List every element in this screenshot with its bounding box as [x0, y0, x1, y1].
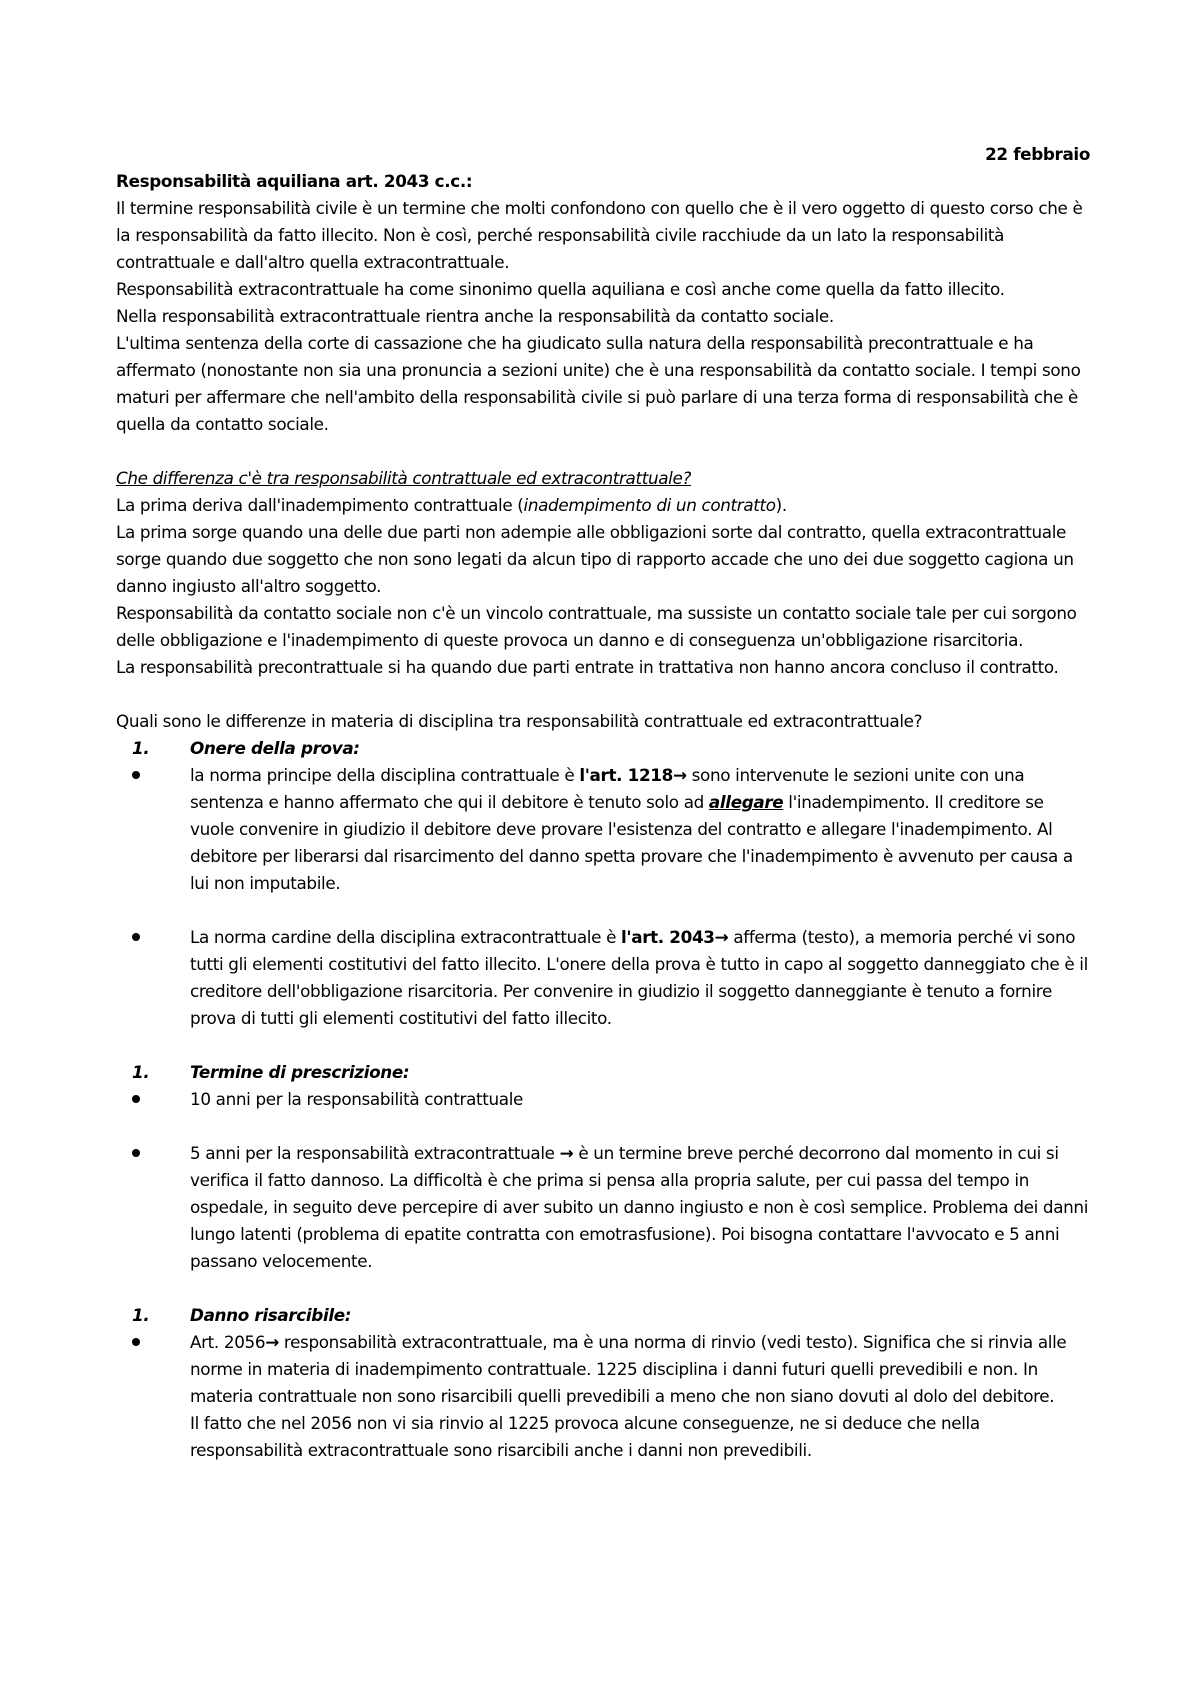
bullet-icon	[132, 1095, 140, 1103]
emphasis-text: allegare	[708, 792, 784, 812]
list-heading-text: Danno risarcibile:	[190, 1305, 352, 1325]
bullet-icon	[132, 933, 140, 941]
answer-paragraph-4: La responsabilità precontrattuale si ha quando due parti entrate in trattativa non hanno ancora concluso il contratto.	[116, 657, 1059, 677]
arrow-right-icon: →	[265, 1332, 279, 1352]
bullet-item	[116, 1086, 1090, 1113]
bullet-text: La norma cardine della disciplina extracontrattuale è	[190, 927, 622, 947]
bullet-text: 5 anni per la responsabilità extracontrattuale	[190, 1143, 560, 1163]
document-body	[116, 141, 1090, 1464]
section-title: Responsabilità aquiliana art. 2043 c.c.:	[116, 171, 473, 191]
bullet-text: l'inadempimento. Il creditore se vuole convenire in giudizio il debitore deve provare l'esistenza del contratto e allegare l'inadempimento. Al debitore per liberarsi dal risarcimento del danno spetta provare che l'inadempimento è avvenuto per causa a lui non imputabile.	[190, 792, 1073, 893]
spacer	[116, 1032, 1090, 1059]
question-heading: Che differenza c'è tra responsabilità contrattuale ed extracontrattuale?	[116, 468, 692, 488]
bold-reference: l'art. 1218	[579, 765, 673, 785]
spacer	[116, 1275, 1090, 1302]
bullet-item	[116, 1140, 1090, 1275]
question-2: Quali sono le differenze in materia di disciplina tra responsabilità contrattuale ed extracontrattuale?	[116, 711, 923, 731]
arrow-right-icon: →	[714, 927, 729, 947]
list-number: 1.	[132, 1305, 150, 1325]
bold-reference: l'art. 2043	[621, 927, 715, 947]
bullet-text: responsabilità extracontrattuale, ma è una norma di rinvio (vedi testo). Significa che si rinvia alle norme in materia di inadempimento contrattuale. 1225 disciplina i danni futuri quelli prevedibili e non. In materia contrattuale non sono risarcibili quelli prevedibili a meno che non siano dovuti al dolo del debitore.	[190, 1332, 1067, 1406]
bullet-icon	[132, 1338, 140, 1346]
bullet-text: sono intervenute le sezioni unite con una sentenza e hanno affermato che qui il debitore è tenuto solo ad	[190, 765, 1025, 812]
answer-paragraph-1	[116, 492, 1090, 519]
arrow-right-icon: →	[672, 765, 687, 785]
list-heading-danno	[116, 1302, 1090, 1329]
answer-paragraph-3: Responsabilità da contatto sociale non c'è un vincolo contrattuale, ma sussiste un contatto sociale tale per cui sorgono delle obbligazione e l'inadempimento di queste provoca un danno e di conseguenza un'obbligazione risarcitoria.	[116, 603, 1077, 650]
bullet-icon	[132, 1149, 140, 1157]
date-heading: 22 febbraio	[985, 144, 1090, 164]
list-heading-text: Onere della prova:	[190, 738, 360, 758]
spacer	[116, 897, 1090, 924]
arrow-right-icon: →	[559, 1143, 574, 1163]
bullet-text: 10 anni per la responsabilità contrattuale	[190, 1089, 524, 1109]
list-heading-onere	[116, 735, 1090, 762]
continuation-paragraph: Il fatto che nel 2056 non vi sia rinvio al 1225 provoca alcune conseguenze, ne si deduce che nella responsabilità extracontrattuale sono risarcibili anche i danni non prevedibili.	[190, 1413, 980, 1460]
answer-text: ).	[775, 495, 787, 515]
bullet-text: afferma (testo), a memoria perché vi sono tutti gli elementi costitutivi del fatto illecito. L'onere della prova è tutto in capo al soggetto danneggiato che è il creditore dell'obbligazione risarcitoria. Per convenire in giudizio il soggetto danneggiante è tenuto a fornire prova di tutti gli elementi costitutivi del fatto illecito.	[190, 927, 1088, 1028]
list-number: 1.	[132, 1062, 150, 1082]
list-number: 1.	[132, 738, 150, 758]
intro-paragraph-2: Responsabilità extracontrattuale ha come sinonimo quella aquiliana e così anche come quella da fatto illecito.	[116, 279, 1005, 299]
bullet-icon	[132, 771, 140, 779]
bullet-text: Art. 2056	[190, 1332, 266, 1352]
list-heading-prescrizione	[116, 1059, 1090, 1086]
bullet-item	[116, 1329, 1090, 1410]
spacer	[116, 681, 1090, 708]
answer-text: La prima deriva dall'inadempimento contrattuale (	[116, 495, 524, 515]
answer-paragraph-2: La prima sorge quando una delle due parti non adempie alle obbligazioni sorte dal contratto, quella extracontrattuale sorge quando due soggetto che non sono legati da alcun tipo di rapporto accade che uno dei due soggetto cagiona un danno ingiusto all'altro soggetto.	[116, 522, 1074, 596]
list-heading-text: Termine di prescrizione:	[190, 1062, 410, 1082]
intro-paragraph-1: Il termine responsabilità civile è un termine che molti confondono con quello che è il vero oggetto di questo corso che è la responsabilità da fatto illecito. Non è così, perché responsabilità civile racchiude da un lato la responsabilità contrattuale e dall'altro quella extracontrattuale.	[116, 198, 1083, 272]
intro-paragraph-4: L'ultima sentenza della corte di cassazione che ha giudicato sulla natura della responsabilità precontrattuale e ha affermato (nonostante non sia una pronuncia a sezioni unite) che è una responsabilità da contatto sociale. I tempi sono maturi per affermare che nell'ambito della responsabilità civile si può parlare di una terza forma di responsabilità che è quella da contatto sociale.	[116, 333, 1081, 434]
answer-italic-text: inadempimento di un contratto	[523, 495, 776, 515]
bullet-text: è un termine breve perché decorrono dal momento in cui si verifica il fatto dannoso. La difficoltà è che prima si pensa alla propria salute, per cui passa del tempo in ospedale, in seguito deve percepire di aver subito un danno ingiusto e non è così semplice. Problema dei danni lungo latenti (problema di epatite contratta con emotrasfusione). Poi bisogna contattare l'avvocato e 5 anni passano velocemente.	[190, 1143, 1089, 1271]
bullet-item	[116, 762, 1090, 897]
bullet-text: la norma principe della disciplina contrattuale è	[190, 765, 580, 785]
bullet-item	[116, 924, 1090, 1032]
spacer	[116, 438, 1090, 465]
spacer	[116, 1113, 1090, 1140]
intro-paragraph-3: Nella responsabilità extracontrattuale rientra anche la responsabilità da contatto sociale.	[116, 306, 834, 326]
